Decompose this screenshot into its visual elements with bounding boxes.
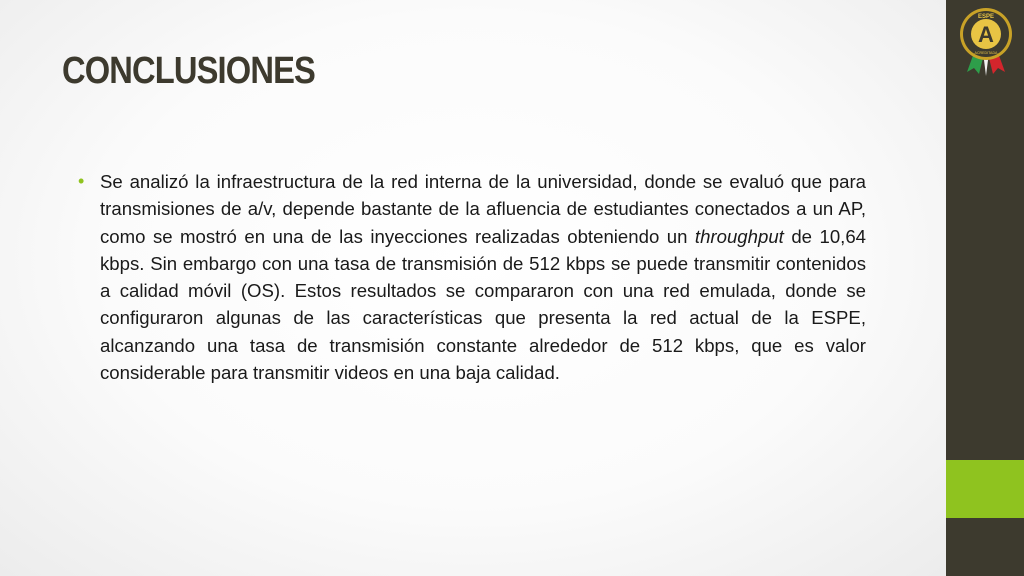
paragraph-text-before: Se analizó la infraestructura de la red interna de la universidad, donde se evaluó que para transmisiones de a/v, depende bastante de la afluencia de estudiantes conectados a un AP, como se mostró en una de las inyecciones realizadas obteniendo un [100, 171, 866, 247]
bullet-list [78, 168, 867, 386]
seal-letter: A [978, 22, 994, 47]
seal-top-text: ESPE [977, 14, 995, 20]
bullet-marker: • [78, 171, 85, 191]
slide-title: CONCLUSIONES [62, 50, 315, 92]
sidebar-accent-bar [946, 460, 1024, 518]
paragraph-text-after: de 10,64 kbps. Sin embargo con una tasa de transmisión de 512 kbps se puede transmitir contenidos a calidad móvil (OS). Estos resultados se compararon con una red emulada, donde se configuraron algunas de las características que presenta la red actual de la ESPE, alcanzando una tasa de transmisión constante alrededor de 512 kbps, que es valor considerable para transmitir videos en una baja calidad. [100, 225, 867, 384]
paragraph-emphasis: throughput [694, 225, 784, 247]
espe-logo [955, 6, 1017, 78]
bullet-paragraph [100, 168, 866, 386]
seal-bottom-text: ACREDITADA [974, 51, 998, 55]
